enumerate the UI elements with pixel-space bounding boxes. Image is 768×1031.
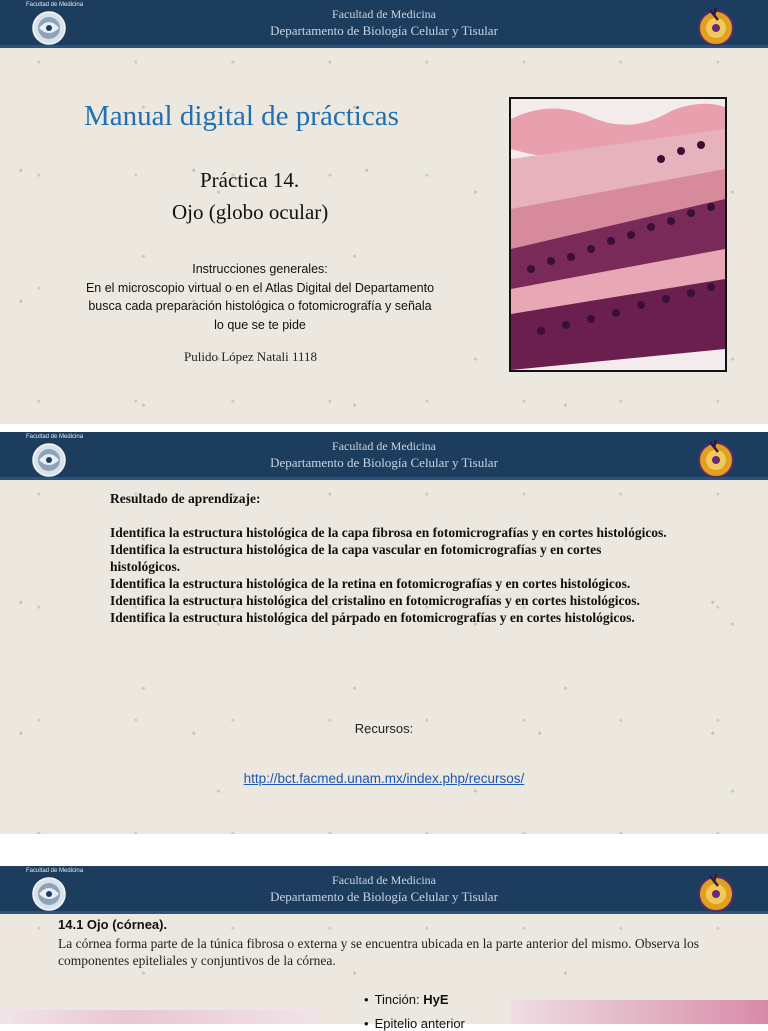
resources-label: Recursos: [354, 721, 414, 736]
staining-value: HyE [423, 992, 449, 1007]
header-department: Departamento de Biología Celular y Tisular [270, 23, 498, 38]
header-faculty: Facultad de Medicina [332, 7, 436, 21]
header-faculty: Facultad de Medicina [332, 873, 436, 887]
instructions-line: busca cada preparación histológica o fotomicrografía y señala [88, 299, 432, 313]
cornea-image-left [0, 1010, 320, 1024]
staining-label: Tinción: [374, 992, 424, 1007]
slide-header [0, 0, 768, 48]
slide-header [0, 866, 768, 914]
bullet-icon: • [364, 992, 369, 1007]
logo-caption: Facultad de Medicina [26, 2, 84, 8]
instructions-heading: Instrucciones generales: [192, 262, 328, 276]
logo-caption: Facultad de Medicina [26, 434, 84, 440]
epithelium-label: Epitelio anterior [374, 1016, 465, 1031]
instructions-line: En el microscopio virtual o en el Atlas Digital del Departamento [85, 280, 435, 295]
outcome-item: Identifica la estructura histológica de la capa fibrosa en fotomicrografías y en cortes histológicos. [110, 525, 667, 540]
bullet-staining [364, 992, 449, 1007]
general-instructions [60, 260, 460, 334]
author-name: Pulido López Natali 1118 [184, 349, 317, 364]
instructions-line: lo que se te pide [214, 317, 306, 332]
practice-topic: Ojo (globo ocular) [172, 200, 329, 224]
outcome-item: Identifica la estructura histológica de la capa vascular en fotomicrografías y en cortes histológicos. [110, 542, 602, 574]
section-description: La córnea forma parte de la túnica fibrosa o externa y se encuentra ubicada en la parte anterior del mismo. Observa los componentes epiteliales y conjuntivos de la córnea. [58, 936, 699, 968]
practice-number: Práctica 14. [200, 168, 300, 192]
header-department: Departamento de Biología Celular y Tisular [270, 455, 498, 470]
outcomes-heading: Resultado de aprendizaje: [110, 491, 261, 506]
slide-1 [0, 0, 768, 424]
section-heading: 14.1 Ojo (córnea). [58, 917, 168, 932]
learning-outcomes [110, 490, 670, 626]
department-seal-icon [696, 872, 736, 912]
resources-link[interactable]: http://bct.facmed.unam.mx/index.php/recursos/ [243, 771, 525, 786]
manual-title: Manual digital de prácticas [84, 100, 399, 132]
histology-image-icon [511, 99, 725, 370]
cornea-image-right [510, 1000, 768, 1024]
outcome-item: Identifica la estructura histológica del párpado en fotomicrografías y en cortes histológicos. [110, 610, 635, 625]
retina-micrograph [509, 97, 727, 372]
slide-header [0, 432, 768, 480]
outcome-item: Identifica la estructura histológica de la retina en fotomicrografías y en cortes histológicos. [110, 576, 631, 591]
department-seal-icon [696, 438, 736, 478]
department-seal-icon [696, 6, 736, 46]
outcome-item: Identifica la estructura histológica del cristalino en fotomicrografías y en cortes histológicos. [110, 593, 640, 608]
header-faculty: Facultad de Medicina [332, 439, 436, 453]
logo-caption: Facultad de Medicina [26, 868, 84, 874]
header-department: Departamento de Biología Celular y Tisular [270, 889, 498, 904]
bullet-icon: • [364, 1016, 369, 1031]
